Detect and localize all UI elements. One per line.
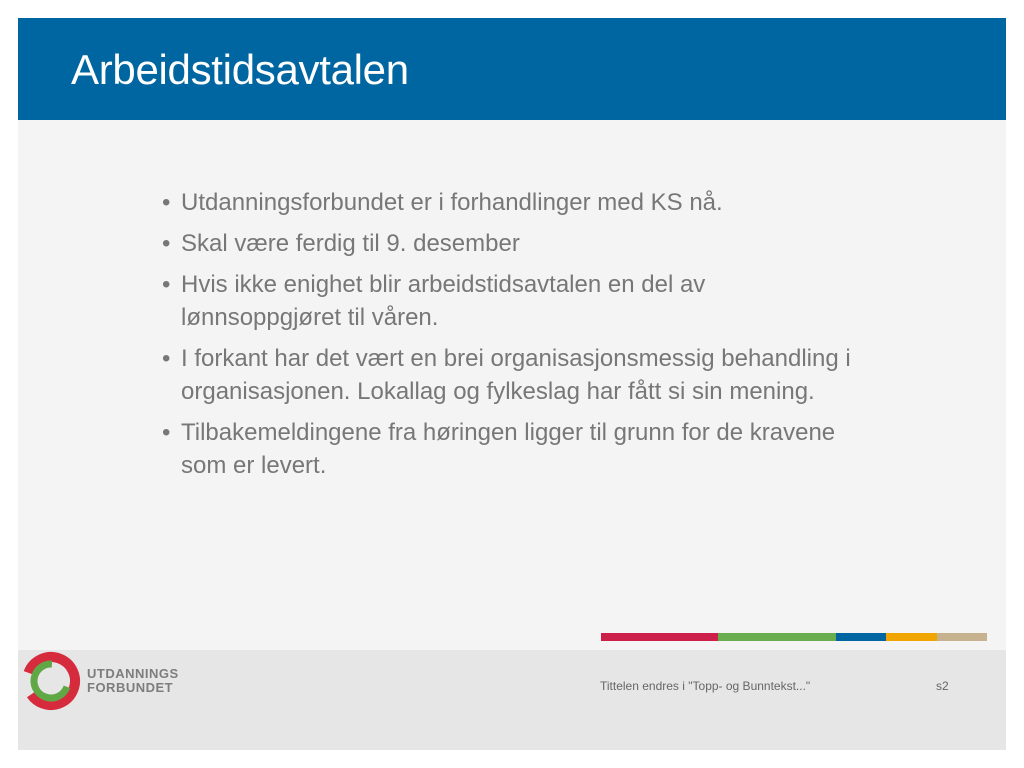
- footer-text: Tittelen endres i "Topp- og Bunntekst...": [600, 679, 811, 693]
- bullet-marker: •: [162, 345, 171, 372]
- bullet-text: Utdanningsforbundet er i forhandlinger med KS nå.: [181, 189, 723, 216]
- logo-text-line1: UTDANNINGS: [87, 666, 179, 681]
- strip-segment-blue: [836, 633, 886, 641]
- bullet-text-continued: organisasjonen. Lokallag og fylkeslag har fått si sin mening.: [181, 378, 815, 405]
- bullet-item: [162, 186, 982, 219]
- bullet-marker: •: [162, 189, 171, 216]
- logo-ring-icon: [20, 648, 84, 712]
- bullet-list: [162, 186, 982, 490]
- slide-title: Arbeidstidsavtalen: [71, 46, 409, 93]
- bullet-marker: •: [162, 271, 171, 298]
- strip-segment-yellow: [886, 633, 937, 641]
- bullet-item: [162, 227, 982, 260]
- bullet-item: [162, 268, 982, 334]
- bullet-text: Tilbakemeldingene fra høringen ligger til grunn for de kravene: [181, 419, 836, 446]
- bullet-item: [162, 416, 982, 482]
- strip-segment-tan: [937, 633, 987, 641]
- utdanningsforbundet-logo: [20, 648, 190, 712]
- color-strip: [601, 633, 987, 641]
- bullet-text-continued: lønnsoppgjøret til våren.: [181, 304, 439, 331]
- bullet-marker: •: [162, 230, 171, 257]
- strip-segment-red: [601, 633, 718, 641]
- logo-text: [87, 667, 179, 695]
- bullet-text-continued: som er levert.: [181, 452, 327, 479]
- bullet-marker: •: [162, 419, 171, 446]
- title-bar: [18, 18, 1006, 120]
- bullet-text: I forkant har det vært en brei organisasjonsmessig behandling i: [181, 345, 851, 372]
- strip-segment-green: [718, 633, 836, 641]
- bullet-text: Hvis ikke enighet blir arbeidstidsavtalen en del av: [181, 271, 706, 298]
- bullet-item: [162, 342, 982, 408]
- logo-text-line2: FORBUNDET: [87, 680, 174, 695]
- bullet-text: Skal være ferdig til 9. desember: [181, 230, 520, 257]
- slide-number: s2: [936, 679, 949, 693]
